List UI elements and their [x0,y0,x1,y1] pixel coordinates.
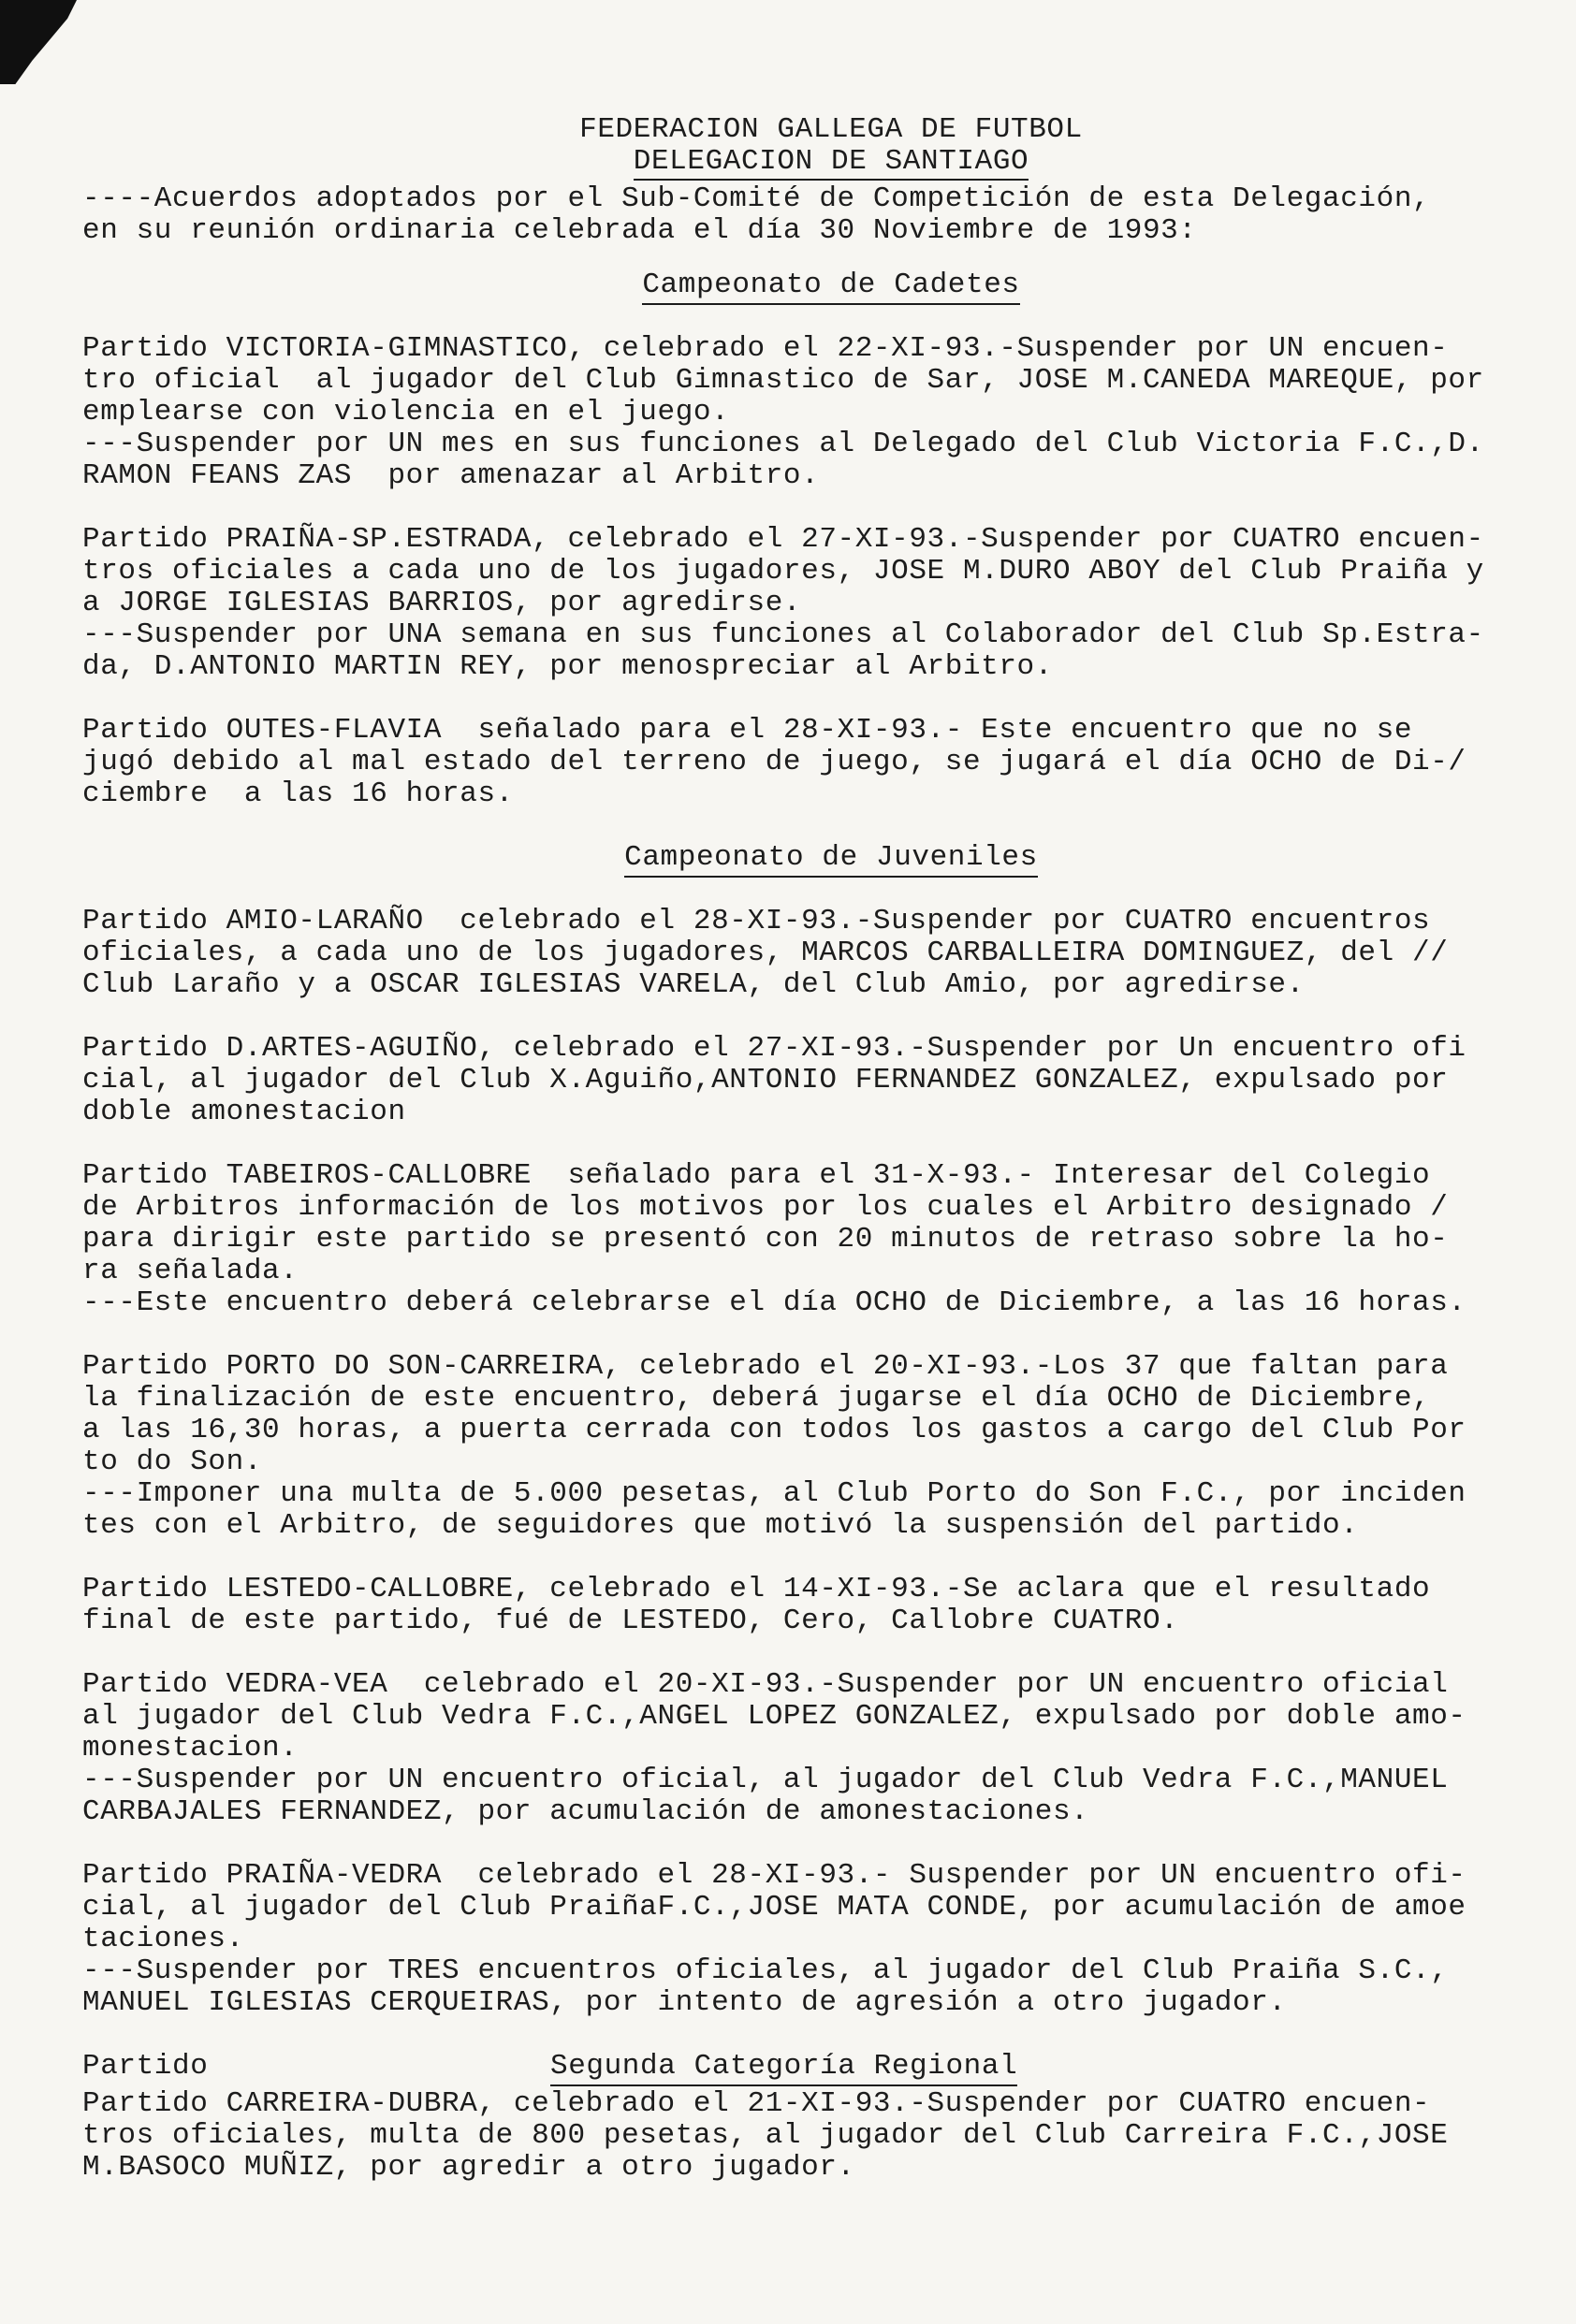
section-title-cadetes: Campeonato de Cadetes [82,269,1542,301]
juveniles-entry: Partido AMIO-LARAÑO celebrado el 28-XI-93.-Suspender por CUATRO encuentros oficiales, a cada uno de los jugadores, MARCOS CARBALLEIRA DOMINGUEZ, del // Club Laraño y a OSCAR IGLESIAS VARELA, del Club Amio, por agredirse. [82,905,1449,1001]
torn-corner [0,0,77,84]
juveniles-entry: Partido D.ARTES-AGUIÑO, celebrado el 27-XI-93.-Suspender por Un encuentro ofi cial, al jugador del Club X.Aguiño,ANTONIO FERNANDEZ GONZALEZ, expulsado por doble amonestacion [82,1032,1467,1128]
juveniles-entry: Partido VEDRA-VEA celebrado el 20-XI-93.-Suspender por UN encuentro oficial al jugador del Club Vedra F.C.,ANGEL LOPEZ GONZALEZ, expulsado por doble amo- monestacion. ---Suspender por UN encuentro oficial, al jugador del Club Vedra F.C.,MANUEL CARBAJALES FERNANDEZ, por acumulación de amonestaciones. [82,1668,1467,1828]
segunda-entry: Partido CARREIRA-DUBRA, celebrado el 21-XI-93.-Suspender por CUATRO encuen- tros oficiales, multa de 800 pesetas, al jugador del Club Carreira F.C.,JOSE M.BASOCO MUÑIZ, por agredir a otro jugador. [82,2087,1449,2184]
federation-title: FEDERACION GALLEGA DE FUTBOL [579,113,1083,146]
section-title-segunda: Segunda Categoría Regional [550,2050,1017,2086]
delegation-title: DELEGACION DE SANTIAGO [82,146,1542,178]
document-body [82,114,1542,2215]
section-title-juveniles: Campeonato de Juveniles [82,842,1542,874]
juveniles-entry: Partido PRAIÑA-VEDRA celebrado el 28-XI-93.- Suspender por UN encuentro ofi- cial, al jugador del Club PraiñaF.C.,JOSE MATA CONDE, por acumulación de amoe taciones. ---Suspender por TRES encuentros oficiales, al jugador del Club Praiña S.C., MANUEL IGLESIAS CERQUEIRAS, por intento de agresión a otro jugador. [82,1859,1467,2019]
juveniles-entry: Partido PORTO DO SON-CARREIRA, celebrado el 20-XI-93.-Los 37 que faltan para la finalización de este encuentro, deberá jugarse el día OCHO de Diciembre, a las 16,30 horas, a puerta cerrada con todos los gastos a cargo del Club Por to do Son. ---Imponer una multa de 5.000 pesetas, al Club Porto do Son F.C., por inciden tes con el Arbitro, de seguidores que motivó la suspensión del partido. [82,1350,1467,1542]
cadetes-entry: Partido OUTES-FLAVIA señalado para el 28-XI-93.- Este encuentro que no se jugó debido al mal estado del terreno de juego, se jugará el día OCHO de Di-/ ciembre a las 16 horas. [82,714,1467,810]
cadetes-entry: Partido PRAIÑA-SP.ESTRADA, celebrado el 27-XI-93.-Suspender por CUATRO encuen- tros oficiales a cada uno de los jugadores, JOSE M.DURO ABOY del Club Praiña y a JORGE IGLESIAS BARRIOS, por agredirse. ---Suspender por UNA semana en sus funciones al Colaborador del Club Sp.Estra- da, D.ANTONIO MARTIN REY, por menospreciar al Arbitro. [82,523,1484,683]
stray-partido-label: Partido [82,2050,209,2083]
intro-paragraph: ----Acuerdos adoptados por el Sub-Comité de Competición de esta Delegación, en su reunión ordinaria celebrada el día 30 Noviembre de 1993: [82,182,1431,247]
juveniles-entry: Partido LESTEDO-CALLOBRE, celebrado el 14-XI-93.-Se aclara que el resultado final de este partido, fué de LESTEDO, Cero, Callobre CUATRO. [82,1573,1431,1637]
juveniles-entry: Partido TABEIROS-CALLOBRE señalado para el 31-X-93.- Interesar del Colegio de Arbitros información de los motivos por los cuales el Arbitro designado / para dirigir este partido se presentó con 20 minutos de retraso sobre la ho- ra señalada. ---Este encuentro deberá celebrarse el día OCHO de Diciembre, a las 16 horas. [82,1159,1467,1319]
cadetes-entry: Partido VICTORIA-GIMNASTICO, celebrado el 22-XI-93.-Suspender por UN encuen- tro oficial al jugador del Club Gimnastico de Sar, JOSE M.CANEDA MAREQUE, por emplearse con violencia en el juego. ---Suspender por UN mes en sus funciones al Delegado del Club Victoria F.C.,D. RAMON FEANS ZAS por amenazar al Arbitro. [82,332,1484,492]
section-title-segunda-row [82,2051,1542,2083]
